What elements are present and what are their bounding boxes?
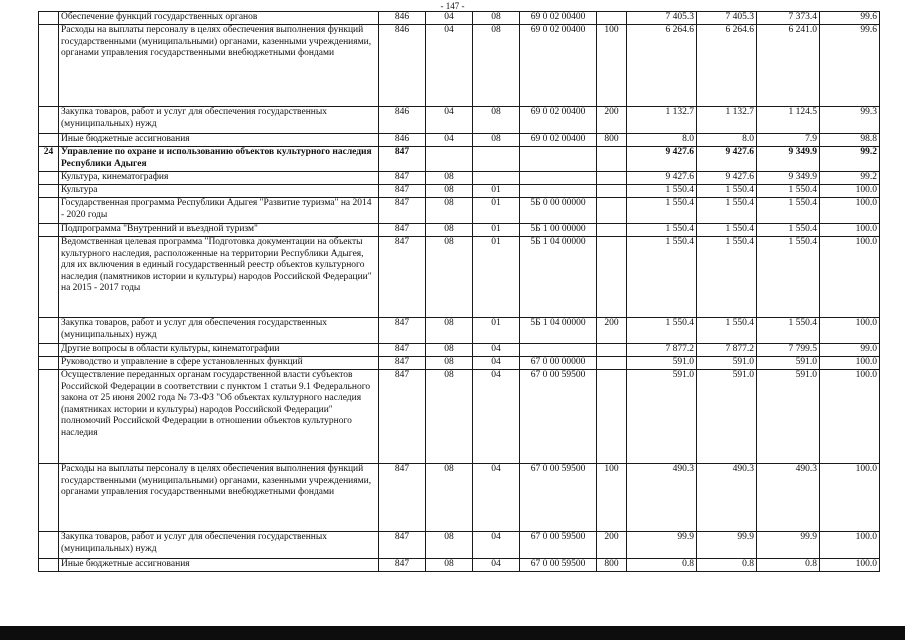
expense-type-code [597, 357, 627, 370]
target-article-code: 67 0 00 00000 [520, 357, 597, 370]
table-row [39, 237, 880, 318]
subsection-code: 08 [473, 107, 520, 134]
row-number [39, 224, 59, 237]
section-code: 08 [426, 185, 473, 198]
subsection-code: 01 [473, 224, 520, 237]
execution-percent: 99.0 [820, 344, 880, 357]
ministry-code: 846 [379, 134, 426, 147]
table-row [39, 198, 880, 224]
ministry-code: 847 [379, 344, 426, 357]
execution-percent: 100.0 [820, 357, 880, 370]
target-article-code: 67 0 00 59500 [520, 532, 597, 559]
expense-name: Расходы на выплаты персоналу в целях обеспечения выполнения функций государственными (муниципальными) органами, казенными учреждениями, органами управления государственными внебюджетными фондами [59, 25, 379, 107]
execution-percent: 100.0 [820, 532, 880, 559]
section-code: 08 [426, 318, 473, 344]
expense-type-code: 200 [597, 532, 627, 559]
subsection-code: 04 [473, 357, 520, 370]
expense-name: Другие вопросы в области культуры, кинематографии [59, 344, 379, 357]
value-3: 99.9 [757, 532, 820, 559]
value-3: 6 241.0 [757, 25, 820, 107]
value-2: 1 132.7 [697, 107, 757, 134]
value-3: 1 550.4 [757, 185, 820, 198]
subsection-code: 08 [473, 25, 520, 107]
value-1: 1 550.4 [627, 185, 697, 198]
table-row [39, 224, 880, 237]
table-row [39, 172, 880, 185]
expense-name: Подпрограмма "Внутренний и въездной туризм" [59, 224, 379, 237]
row-number [39, 370, 59, 464]
ministry-code: 847 [379, 198, 426, 224]
row-number [39, 559, 59, 572]
expense-type-code [597, 185, 627, 198]
value-2: 1 550.4 [697, 198, 757, 224]
subsection-code: 01 [473, 237, 520, 318]
target-article-code: 5Б 0 00 00000 [520, 198, 597, 224]
ministry-code: 847 [379, 318, 426, 344]
value-2: 8.0 [697, 134, 757, 147]
expense-name: Закупка товаров, работ и услуг для обеспечения государственных (муниципальных) нужд [59, 532, 379, 559]
section-code: 08 [426, 357, 473, 370]
section-code: 08 [426, 344, 473, 357]
subsection-code: 08 [473, 12, 520, 25]
execution-percent: 99.6 [820, 12, 880, 25]
expense-name: Закупка товаров, работ и услуг для обеспечения государственных (муниципальных) нужд [59, 107, 379, 134]
execution-percent: 99.3 [820, 107, 880, 134]
value-1: 591.0 [627, 357, 697, 370]
value-1: 1 132.7 [627, 107, 697, 134]
execution-percent: 100.0 [820, 559, 880, 572]
value-3: 7 799.5 [757, 344, 820, 357]
table-row [39, 559, 880, 572]
value-1: 490.3 [627, 464, 697, 532]
value-2: 9 427.6 [697, 172, 757, 185]
expense-name: Руководство и управление в сфере установленных функций [59, 357, 379, 370]
ministry-code: 847 [379, 185, 426, 198]
execution-percent: 100.0 [820, 464, 880, 532]
row-number [39, 464, 59, 532]
value-3: 0.8 [757, 559, 820, 572]
row-number [39, 185, 59, 198]
value-1: 1 550.4 [627, 237, 697, 318]
value-1: 9 427.6 [627, 172, 697, 185]
section-code: 04 [426, 25, 473, 107]
value-1: 6 264.6 [627, 25, 697, 107]
value-3: 1 550.4 [757, 198, 820, 224]
target-article-code: 5Б 1 00 00000 [520, 224, 597, 237]
expense-type-code [597, 224, 627, 237]
row-number [39, 357, 59, 370]
subsection-code: 01 [473, 198, 520, 224]
ministry-code: 847 [379, 464, 426, 532]
expense-type-code: 100 [597, 464, 627, 532]
execution-percent: 100.0 [820, 237, 880, 318]
value-3: 1 550.4 [757, 318, 820, 344]
subsection-code: 04 [473, 532, 520, 559]
expense-type-code: 100 [597, 25, 627, 107]
expense-type-code: 200 [597, 318, 627, 344]
target-article-code: 69 0 02 00400 [520, 107, 597, 134]
value-2: 591.0 [697, 370, 757, 464]
table-row [39, 107, 880, 134]
expense-name: Закупка товаров, работ и услуг для обеспечения государственных (муниципальных) нужд [59, 318, 379, 344]
value-3: 591.0 [757, 357, 820, 370]
execution-percent: 100.0 [820, 185, 880, 198]
subsection-code: 04 [473, 559, 520, 572]
expense-type-code: 800 [597, 559, 627, 572]
target-article-code: 69 0 02 00400 [520, 12, 597, 25]
table-row [39, 134, 880, 147]
value-1: 7 405.3 [627, 12, 697, 25]
value-1: 1 550.4 [627, 318, 697, 344]
row-number: 24 [39, 147, 59, 172]
value-2: 99.9 [697, 532, 757, 559]
row-number [39, 134, 59, 147]
target-article-code [520, 185, 597, 198]
value-2: 6 264.6 [697, 25, 757, 107]
target-article-code: 67 0 00 59500 [520, 370, 597, 464]
value-1: 8.0 [627, 134, 697, 147]
target-article-code [520, 344, 597, 357]
expense-name: Иные бюджетные ассигнования [59, 559, 379, 572]
value-3: 1 550.4 [757, 224, 820, 237]
target-article-code: 69 0 02 00400 [520, 134, 597, 147]
row-number [39, 107, 59, 134]
expense-name: Культура, кинематография [59, 172, 379, 185]
expense-name: Государственная программа Республики Адыгея "Развитие туризма" на 2014 - 2020 годы [59, 198, 379, 224]
execution-percent: 98.8 [820, 134, 880, 147]
page-number: - 147 - [440, 1, 465, 11]
expense-name: Культура [59, 185, 379, 198]
value-3: 9 349.9 [757, 147, 820, 172]
expense-type-code [597, 198, 627, 224]
subsection-code: 08 [473, 134, 520, 147]
target-article-code: 67 0 00 59500 [520, 559, 597, 572]
section-code: 08 [426, 370, 473, 464]
section-code: 08 [426, 237, 473, 318]
value-3: 490.3 [757, 464, 820, 532]
value-1: 99.9 [627, 532, 697, 559]
execution-percent: 99.2 [820, 147, 880, 172]
row-number [39, 318, 59, 344]
ministry-code: 846 [379, 107, 426, 134]
section-code: 08 [426, 559, 473, 572]
section-code: 08 [426, 464, 473, 532]
expense-name: Иные бюджетные ассигнования [59, 134, 379, 147]
value-1: 1 550.4 [627, 224, 697, 237]
expense-name: Управление по охране и использованию объектов культурного наследия Республики Адыгея [59, 147, 379, 172]
value-3: 591.0 [757, 370, 820, 464]
ministry-code: 846 [379, 12, 426, 25]
table-row [39, 147, 880, 172]
expense-type-code [597, 12, 627, 25]
section-code: 08 [426, 198, 473, 224]
value-1: 591.0 [627, 370, 697, 464]
value-1: 9 427.6 [627, 147, 697, 172]
value-2: 1 550.4 [697, 318, 757, 344]
execution-percent: 99.6 [820, 25, 880, 107]
target-article-code [520, 147, 597, 172]
value-3: 1 124.5 [757, 107, 820, 134]
subsection-code: 01 [473, 318, 520, 344]
value-1: 0.8 [627, 559, 697, 572]
value-2: 7 405.3 [697, 12, 757, 25]
ministry-code: 847 [379, 237, 426, 318]
expense-type-code [597, 344, 627, 357]
row-number [39, 198, 59, 224]
ministry-code: 847 [379, 370, 426, 464]
expense-name: Осуществление переданных органам государственной власти субъектов Российской Федерации в соответствии с пунктом 1 статьи 9.1 Федерального закона от 25 июня 2002 года № 73-ФЗ "Об объектах культурного наследия (памятниках истории и культуры) народов Российской Федерации" полномочий Российской Федерации в отношении объектов культурного наследия [59, 370, 379, 464]
execution-percent: 100.0 [820, 224, 880, 237]
section-code: 04 [426, 107, 473, 134]
scan-edge-bar [0, 626, 905, 640]
section-code: 04 [426, 134, 473, 147]
ministry-code: 847 [379, 532, 426, 559]
subsection-code: 04 [473, 344, 520, 357]
execution-percent: 100.0 [820, 198, 880, 224]
row-number [39, 25, 59, 107]
value-2: 1 550.4 [697, 224, 757, 237]
subsection-code [473, 147, 520, 172]
value-2: 0.8 [697, 559, 757, 572]
row-number [39, 172, 59, 185]
section-code: 04 [426, 12, 473, 25]
execution-percent: 100.0 [820, 318, 880, 344]
table-row [39, 532, 880, 559]
value-2: 490.3 [697, 464, 757, 532]
table-row [39, 357, 880, 370]
table-row [39, 12, 880, 25]
value-1: 7 877.2 [627, 344, 697, 357]
row-number [39, 532, 59, 559]
row-number [39, 12, 59, 25]
expense-type-code [597, 172, 627, 185]
ministry-code: 847 [379, 172, 426, 185]
expense-type-code [597, 237, 627, 318]
expense-name: Ведомственная целевая программа "Подготовка документации на объекты культурного наследия, расположенные на территории Республики Адыгея, для их включения в единый государственный реестр объектов культурного наследия (памятников истории и культуры) народов Российской Федерации" на 2015 - 2017 годы [59, 237, 379, 318]
ministry-code: 847 [379, 224, 426, 237]
table-row [39, 344, 880, 357]
ministry-code: 846 [379, 25, 426, 107]
value-2: 1 550.4 [697, 237, 757, 318]
value-2: 1 550.4 [697, 185, 757, 198]
value-1: 1 550.4 [627, 198, 697, 224]
expense-type-code: 200 [597, 107, 627, 134]
expense-type-code: 800 [597, 134, 627, 147]
subsection-code [473, 172, 520, 185]
budget-table [38, 11, 880, 572]
target-article-code: 5Б 1 04 00000 [520, 318, 597, 344]
expense-name: Расходы на выплаты персоналу в целях обеспечения выполнения функций государственными (муниципальными) органами, казенными учреждениями, органами управления государственными внебюджетными фондами [59, 464, 379, 532]
table-row [39, 318, 880, 344]
row-number [39, 344, 59, 357]
target-article-code: 5Б 1 04 00000 [520, 237, 597, 318]
section-code: 08 [426, 224, 473, 237]
section-code [426, 147, 473, 172]
table-row [39, 370, 880, 464]
ministry-code: 847 [379, 559, 426, 572]
subsection-code: 01 [473, 185, 520, 198]
row-number [39, 237, 59, 318]
subsection-code: 04 [473, 464, 520, 532]
expense-type-code [597, 147, 627, 172]
table-row [39, 464, 880, 532]
table-row [39, 185, 880, 198]
value-2: 7 877.2 [697, 344, 757, 357]
execution-percent: 99.2 [820, 172, 880, 185]
section-code: 08 [426, 172, 473, 185]
value-3: 7 373.4 [757, 12, 820, 25]
value-2: 591.0 [697, 357, 757, 370]
execution-percent: 100.0 [820, 370, 880, 464]
section-code: 08 [426, 532, 473, 559]
value-3: 9 349.9 [757, 172, 820, 185]
target-article-code: 67 0 00 59500 [520, 464, 597, 532]
target-article-code [520, 172, 597, 185]
expense-type-code [597, 370, 627, 464]
value-2: 9 427.6 [697, 147, 757, 172]
target-article-code: 69 0 02 00400 [520, 25, 597, 107]
ministry-code: 847 [379, 147, 426, 172]
subsection-code: 04 [473, 370, 520, 464]
table-row [39, 25, 880, 107]
expense-name: Обеспечение функций государственных органов [59, 12, 379, 25]
value-3: 7.9 [757, 134, 820, 147]
ministry-code: 847 [379, 357, 426, 370]
value-3: 1 550.4 [757, 237, 820, 318]
